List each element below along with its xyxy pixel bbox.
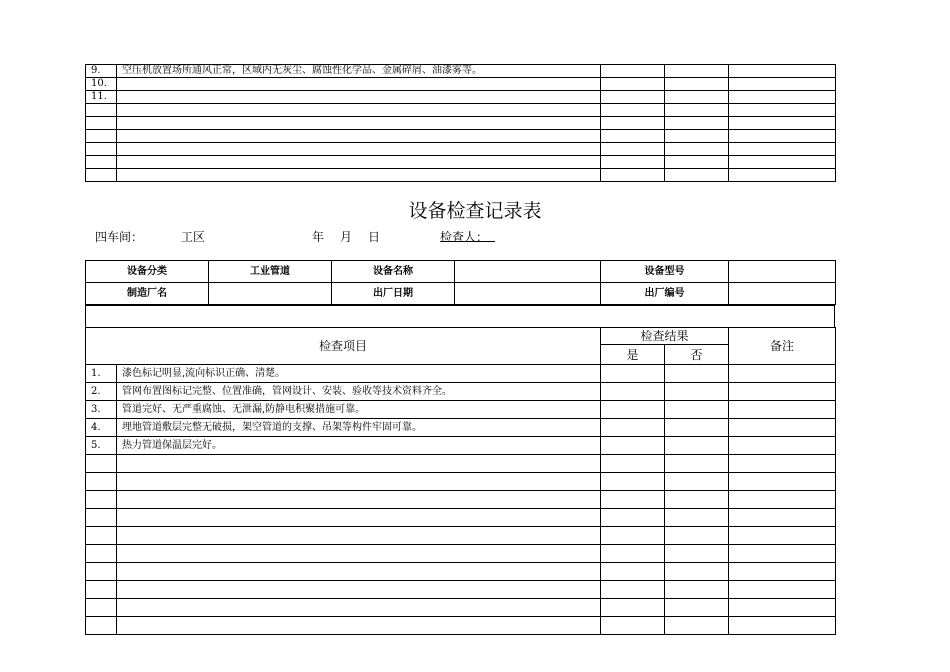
remark-cell[interactable] xyxy=(729,156,836,169)
manufacturer-label: 制造厂名 xyxy=(86,283,209,305)
remark-cell[interactable] xyxy=(729,617,836,635)
remark-cell[interactable] xyxy=(729,383,836,401)
equipment-name-label: 设备名称 xyxy=(332,261,455,283)
result-no-cell[interactable] xyxy=(665,455,729,473)
top-table-row xyxy=(86,117,836,130)
row-number xyxy=(86,473,117,491)
result-yes-cell[interactable] xyxy=(601,617,665,635)
remark-cell[interactable] xyxy=(729,117,836,130)
row-text xyxy=(117,169,601,182)
manufacturer-value[interactable] xyxy=(209,283,332,305)
top-table-row xyxy=(86,104,836,117)
serial-number-value[interactable] xyxy=(729,283,836,305)
serial-number-label: 出厂编号 xyxy=(601,283,729,305)
manufacture-date-value[interactable] xyxy=(455,283,601,305)
check-table-row xyxy=(86,563,836,581)
check-table-row xyxy=(86,401,836,419)
top-check-table xyxy=(85,64,836,182)
day-label: 日 xyxy=(368,230,381,244)
check-table-row xyxy=(86,545,836,563)
result-no-cell[interactable] xyxy=(665,581,729,599)
equipment-name-value[interactable] xyxy=(455,261,601,283)
check-table-row xyxy=(86,617,836,635)
form-title: 设备检查记录表 xyxy=(408,200,542,222)
category-value[interactable]: 工业管道 xyxy=(209,261,332,283)
result-no-cell[interactable] xyxy=(665,509,729,527)
inspector-underline xyxy=(440,241,495,242)
row-number: 4. xyxy=(86,419,117,437)
result-no-cell[interactable] xyxy=(665,104,729,117)
equipment-model-label: 设备型号 xyxy=(601,261,729,283)
result-no-cell[interactable] xyxy=(665,383,729,401)
row-text xyxy=(117,509,601,527)
row-number xyxy=(86,545,117,563)
result-no-cell[interactable] xyxy=(665,437,729,455)
remark-cell[interactable] xyxy=(729,65,836,78)
row-text xyxy=(117,581,601,599)
top-table-row xyxy=(86,78,836,91)
row-text xyxy=(117,143,601,156)
remark-cell[interactable] xyxy=(729,563,836,581)
row-text xyxy=(117,156,601,169)
remark-cell[interactable] xyxy=(729,143,836,156)
row-text xyxy=(117,545,601,563)
check-table-row xyxy=(86,527,836,545)
result-yes-cell[interactable] xyxy=(601,563,665,581)
result-yes-cell[interactable] xyxy=(601,78,665,91)
result-yes-cell[interactable] xyxy=(601,65,665,78)
result-yes-cell[interactable] xyxy=(601,455,665,473)
result-yes-cell[interactable] xyxy=(601,104,665,117)
check-table-row xyxy=(86,599,836,617)
check-table-row xyxy=(86,419,836,437)
row-number: 9. xyxy=(86,65,117,78)
result-no-cell[interactable] xyxy=(665,527,729,545)
result-no-cell[interactable] xyxy=(665,545,729,563)
top-table-row xyxy=(86,130,836,143)
category-label: 设备分类 xyxy=(86,261,209,283)
remark-cell[interactable] xyxy=(729,401,836,419)
check-table-row xyxy=(86,365,836,383)
result-yes-cell[interactable] xyxy=(601,491,665,509)
check-table-row xyxy=(86,581,836,599)
row-text xyxy=(117,117,601,130)
remark-cell[interactable] xyxy=(729,545,836,563)
spacer-row xyxy=(85,305,835,328)
equipment-info-table xyxy=(85,260,836,305)
result-yes-cell[interactable] xyxy=(601,545,665,563)
row-number xyxy=(86,169,117,182)
top-table-row xyxy=(86,156,836,169)
result-no-cell[interactable] xyxy=(665,91,729,104)
result-no-cell[interactable] xyxy=(665,365,729,383)
row-number: 5. xyxy=(86,437,117,455)
row-number: 11. xyxy=(86,91,117,104)
row-text xyxy=(117,617,601,635)
result-yes-cell[interactable] xyxy=(601,91,665,104)
row-text: 埋地管道敷层完整无破损，架空管道的支撑、吊架等构件牢固可靠。 xyxy=(117,419,601,437)
result-no-cell[interactable] xyxy=(665,491,729,509)
result-no-cell[interactable] xyxy=(665,563,729,581)
row-number xyxy=(86,143,117,156)
result-yes-cell[interactable] xyxy=(601,130,665,143)
result-no-cell[interactable] xyxy=(665,473,729,491)
row-number xyxy=(86,130,117,143)
remark-cell[interactable] xyxy=(729,455,836,473)
result-yes-cell[interactable] xyxy=(601,143,665,156)
row-text xyxy=(117,563,601,581)
row-number xyxy=(86,599,117,617)
row-number xyxy=(86,581,117,599)
remark-cell[interactable] xyxy=(729,581,836,599)
row-text xyxy=(117,599,601,617)
row-text: 空压机放置场所通风正常，区域内无灰尘、腐蚀性化学品、金属碎屑、油漆雾等。 xyxy=(117,65,601,78)
remark-cell[interactable] xyxy=(729,169,836,182)
result-no-cell[interactable] xyxy=(665,143,729,156)
row-text: 管道完好、无严重腐蚀、无泄漏,防静电积聚措施可靠。 xyxy=(117,401,601,419)
row-number xyxy=(86,563,117,581)
remark-cell[interactable] xyxy=(729,491,836,509)
remark-cell[interactable] xyxy=(729,527,836,545)
result-yes-cell[interactable] xyxy=(601,365,665,383)
row-text: 热力管道保温层完好。 xyxy=(117,437,601,455)
row-text xyxy=(117,455,601,473)
row-number: 10. xyxy=(86,78,117,91)
remark-cell[interactable] xyxy=(729,419,836,437)
result-yes-cell[interactable] xyxy=(601,117,665,130)
remark-header: 备注 xyxy=(729,328,836,365)
remark-cell[interactable] xyxy=(729,509,836,527)
result-yes-cell[interactable] xyxy=(601,509,665,527)
remark-cell[interactable] xyxy=(729,78,836,91)
row-number: 1. xyxy=(86,365,117,383)
row-text xyxy=(117,491,601,509)
result-yes-cell[interactable] xyxy=(601,599,665,617)
result-no-cell[interactable] xyxy=(665,117,729,130)
check-table-row xyxy=(86,509,836,527)
result-no-cell[interactable] xyxy=(665,156,729,169)
manufacture-date-label: 出厂日期 xyxy=(332,283,455,305)
row-number: 3. xyxy=(86,401,117,419)
result-no-cell[interactable] xyxy=(665,419,729,437)
row-text xyxy=(117,473,601,491)
result-yes-header: 是 xyxy=(601,345,665,365)
check-items-table xyxy=(85,327,836,635)
result-yes-cell[interactable] xyxy=(601,527,665,545)
row-text xyxy=(117,104,601,117)
row-text: 管网布置图标记完整、位置准确，管网设计、安装、验收等技术资料齐全。 xyxy=(117,383,601,401)
result-yes-cell[interactable] xyxy=(601,419,665,437)
row-text xyxy=(117,130,601,143)
row-text: 漆色标记明显,流向标识正确、清楚。 xyxy=(117,365,601,383)
row-number xyxy=(86,509,117,527)
result-yes-cell[interactable] xyxy=(601,581,665,599)
month-label: 月 xyxy=(340,230,353,244)
row-text xyxy=(117,78,601,91)
row-number xyxy=(86,527,117,545)
inspector-label: 检查人： xyxy=(440,230,489,244)
check-table-row xyxy=(86,455,836,473)
result-yes-cell[interactable] xyxy=(601,473,665,491)
top-table-row xyxy=(86,143,836,156)
remark-cell[interactable] xyxy=(729,104,836,117)
result-yes-cell[interactable] xyxy=(601,156,665,169)
result-yes-cell[interactable] xyxy=(601,169,665,182)
row-text xyxy=(117,91,601,104)
result-no-header: 否 xyxy=(665,345,729,365)
result-yes-cell[interactable] xyxy=(601,401,665,419)
result-no-cell[interactable] xyxy=(665,401,729,419)
result-no-cell[interactable] xyxy=(665,130,729,143)
result-no-cell[interactable] xyxy=(665,78,729,91)
row-text xyxy=(117,527,601,545)
equipment-model-value[interactable] xyxy=(729,261,836,283)
row-number xyxy=(86,491,117,509)
remark-cell[interactable] xyxy=(729,91,836,104)
row-number xyxy=(86,617,117,635)
top-table-row xyxy=(86,65,836,78)
row-number xyxy=(86,455,117,473)
workshop-label: 四车间： xyxy=(95,230,144,244)
remark-cell[interactable] xyxy=(729,365,836,383)
row-number: 2. xyxy=(86,383,117,401)
row-number xyxy=(86,156,117,169)
result-no-cell[interactable] xyxy=(665,169,729,182)
check-table-row xyxy=(86,383,836,401)
remark-cell[interactable] xyxy=(729,473,836,491)
row-number xyxy=(86,104,117,117)
check-table-row xyxy=(86,491,836,509)
check-result-header: 检查结果 xyxy=(601,328,729,345)
remark-cell[interactable] xyxy=(729,437,836,455)
check-table-row xyxy=(86,473,836,491)
remark-cell[interactable] xyxy=(729,130,836,143)
result-no-cell[interactable] xyxy=(665,65,729,78)
check-item-header: 检查项目 xyxy=(86,328,601,365)
result-no-cell[interactable] xyxy=(665,617,729,635)
row-number xyxy=(86,117,117,130)
blank-cell xyxy=(86,306,835,328)
result-yes-cell[interactable] xyxy=(601,383,665,401)
remark-cell[interactable] xyxy=(729,599,836,617)
top-table-row xyxy=(86,91,836,104)
result-yes-cell[interactable] xyxy=(601,437,665,455)
year-label: 年 xyxy=(312,230,325,244)
check-table-row xyxy=(86,437,836,455)
top-table-row xyxy=(86,169,836,182)
area-label: 工区 xyxy=(181,230,206,244)
result-no-cell[interactable] xyxy=(665,599,729,617)
